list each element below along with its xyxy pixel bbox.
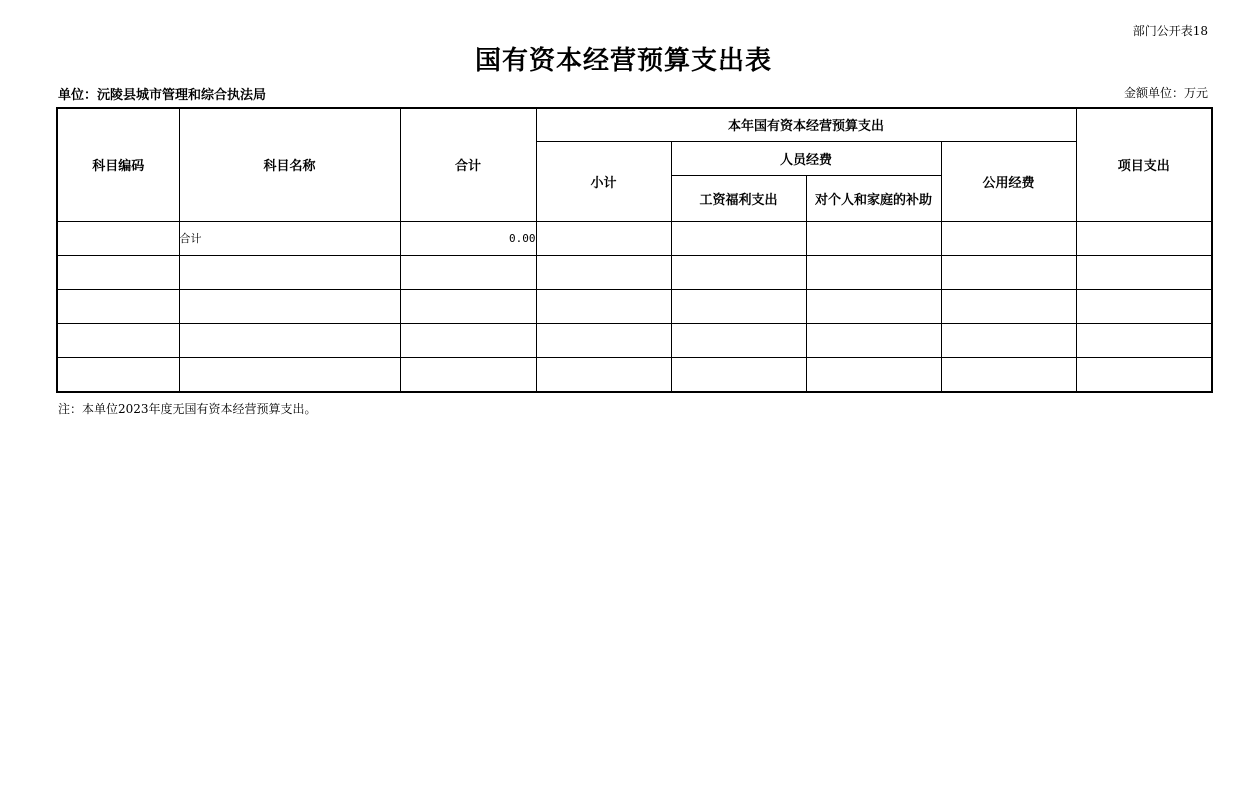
cell-wages [671, 255, 806, 289]
cell-project [1076, 255, 1212, 289]
header-subject-name: 科目名称 [179, 108, 400, 221]
cell-subsidy [806, 289, 941, 323]
table-row [57, 221, 1212, 255]
header-subject-code: 科目编码 [57, 108, 179, 221]
header-current-year-group: 本年国有资本经营预算支出 [536, 108, 1076, 141]
header-individual-family-subsidy: 对个人和家庭的补助 [806, 175, 941, 221]
page-title: 国有资本经营预算支出表 [474, 46, 772, 76]
cell-total: 0.00 [400, 221, 536, 255]
budget-table [56, 107, 1213, 393]
cell-project [1076, 289, 1212, 323]
cell-subtotal [536, 323, 671, 357]
amount-unit-label: 金额单位：万元 [1123, 86, 1208, 100]
cell-subtotal [536, 357, 671, 392]
cell-code [57, 221, 179, 255]
header-subtotal: 小计 [536, 141, 671, 221]
cell-subtotal [536, 221, 671, 255]
cell-public [941, 221, 1076, 255]
header-wages-welfare: 工资福利支出 [671, 175, 806, 221]
unit-label: 单位：沅陵县城市管理和综合执法局 [58, 88, 267, 103]
cell-code [57, 255, 179, 289]
cell-total [400, 255, 536, 289]
header-public-expenses: 公用经费 [941, 141, 1076, 221]
cell-wages [671, 289, 806, 323]
cell-public [941, 357, 1076, 392]
table-row [57, 323, 1212, 357]
header-personnel: 人员经费 [671, 141, 941, 175]
cell-subsidy [806, 255, 941, 289]
cell-name [179, 323, 400, 357]
cell-subsidy [806, 221, 941, 255]
cell-wages [671, 221, 806, 255]
table-row [57, 289, 1212, 323]
cell-wages [671, 323, 806, 357]
cell-project [1076, 357, 1212, 392]
table-row [57, 357, 1212, 392]
cell-public [941, 255, 1076, 289]
cell-project [1076, 221, 1212, 255]
cell-code [57, 323, 179, 357]
cell-project [1076, 323, 1212, 357]
table-row [57, 255, 1212, 289]
cell-name [179, 357, 400, 392]
cell-subtotal [536, 289, 671, 323]
cell-name [179, 289, 400, 323]
cell-public [941, 323, 1076, 357]
cell-name: 合计 [179, 221, 400, 255]
table-number: 部门公开表18 [1132, 24, 1208, 38]
cell-subtotal [536, 255, 671, 289]
header-project-expenditure: 项目支出 [1076, 108, 1212, 221]
cell-wages [671, 357, 806, 392]
header-total: 合计 [400, 108, 536, 221]
cell-total [400, 357, 536, 392]
cell-subsidy [806, 357, 941, 392]
cell-total [400, 323, 536, 357]
cell-public [941, 289, 1076, 323]
cell-code [57, 357, 179, 392]
cell-name [179, 255, 400, 289]
footnote: 注：本单位2023年度无国有资本经营预算支出。 [58, 402, 317, 416]
cell-subsidy [806, 323, 941, 357]
cell-code [57, 289, 179, 323]
cell-total [400, 289, 536, 323]
